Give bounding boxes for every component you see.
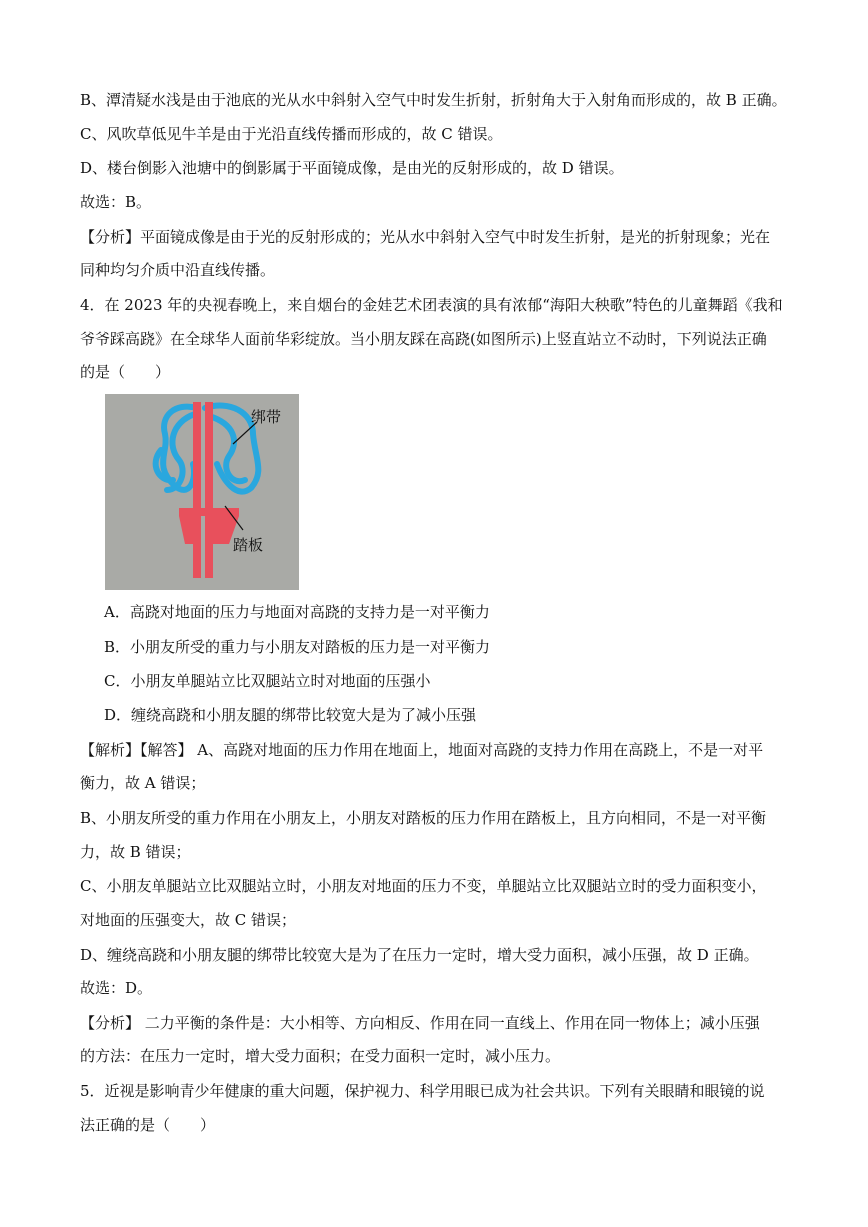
q4-option-d: D．缠绕高跷和小朋友腿的绑带比较宽大是为了减小压强	[104, 706, 477, 724]
q3-answer: 故选：B。	[80, 193, 152, 211]
q3-option-c-explanation: C、风吹草低见牛羊是由于光沿直线传播而形成的，故 C 错误。	[80, 125, 503, 143]
q4-solution-line-4: 力，故 B 错误；	[80, 843, 191, 861]
q4-stem-line-1: 4．在 2023 年的央视春晚上，来自烟台的金娃艺术团表演的具有浓郁“海阳大秧歌”特色的儿童舞蹈《我和	[80, 296, 783, 314]
stilts-figure	[105, 394, 299, 590]
q5-stem-line-1: 5．近视是影响青少年健康的重大问题，保护视力、科学用眼已成为社会共识。下列有关眼睛和眼镜的说	[80, 1082, 765, 1100]
q3-option-b-explanation: B、潭清疑水浅是由于池底的光从水中斜射入空气中时发生折射，折射角大于入射角而形成的，故 B 正确。	[80, 91, 787, 109]
q4-stem-line-2: 爷爷踩高跷》在全球华人面前华彩绽放。当小朋友踩在高跷(如图所示)上竖直站立不动时，下列说法正确	[80, 330, 767, 348]
q4-solution-line-2: 衡力，故 A 错误；	[80, 774, 206, 792]
q4-solution-line-5: C、小朋友单腿站立比双腿站立时，小朋友对地面的压力不变，单腿站立比双腿站立时的受力面积变小，	[80, 877, 767, 895]
q4-solution-line-7: D、缠绕高跷和小朋友腿的绑带比较宽大是为了在压力一定时，增大受力面积，减小压强，故 D 正确。	[80, 946, 759, 964]
q5-stem-line-2: 法正确的是（ ）	[80, 1116, 216, 1134]
q4-option-c: C．小朋友单腿站立比双腿站立时对地面的压强小	[104, 672, 431, 690]
q3-analysis-line-1: 【分析】平面镜成像是由于光的反射形成的；光从水中斜射入空气中时发生折射，是光的折射现象；光在	[80, 228, 771, 246]
q4-solution-line-3: B、小朋友所受的重力作用在小朋友上，小朋友对踏板的压力作用在踏板上，且方向相同，不是一对平衡	[80, 809, 767, 827]
q4-analysis-line-2: 的方法：在压力一定时，增大受力面积；在受力面积一定时，减小压力。	[80, 1047, 561, 1065]
pedal-label: 踏板	[233, 536, 264, 554]
q4-stem-line-3: 的是（ ）	[80, 363, 171, 381]
strap-label: 绑带	[251, 408, 282, 426]
q3-option-d-explanation: D、楼台倒影入池塘中的倒影属于平面镜成像，是由光的反射形成的，故 D 错误。	[80, 159, 624, 177]
q4-option-a: A．高跷对地面的压力与地面对高跷的支持力是一对平衡力	[104, 603, 490, 621]
stilts-photo	[105, 394, 299, 590]
q4-solution-line-1: 【解析】【解答】 A、高跷对地面的压力作用在地面上，地面对高跷的支持力作用在高跷上，不是一对平	[80, 741, 764, 759]
q4-analysis-line-1: 【分析】 二力平衡的条件是：大小相等、方向相反、作用在同一直线上、作用在同一物体上；减小压强	[80, 1014, 760, 1032]
q4-answer: 故选：D。	[80, 979, 153, 997]
q4-option-b: B．小朋友所受的重力与小朋友对踏板的压力是一对平衡力	[104, 638, 491, 656]
q3-analysis-line-2: 同种均匀介质中沿直线传播。	[80, 261, 276, 279]
q4-solution-line-6: 对地面的压强变大，故 C 错误；	[80, 911, 297, 929]
